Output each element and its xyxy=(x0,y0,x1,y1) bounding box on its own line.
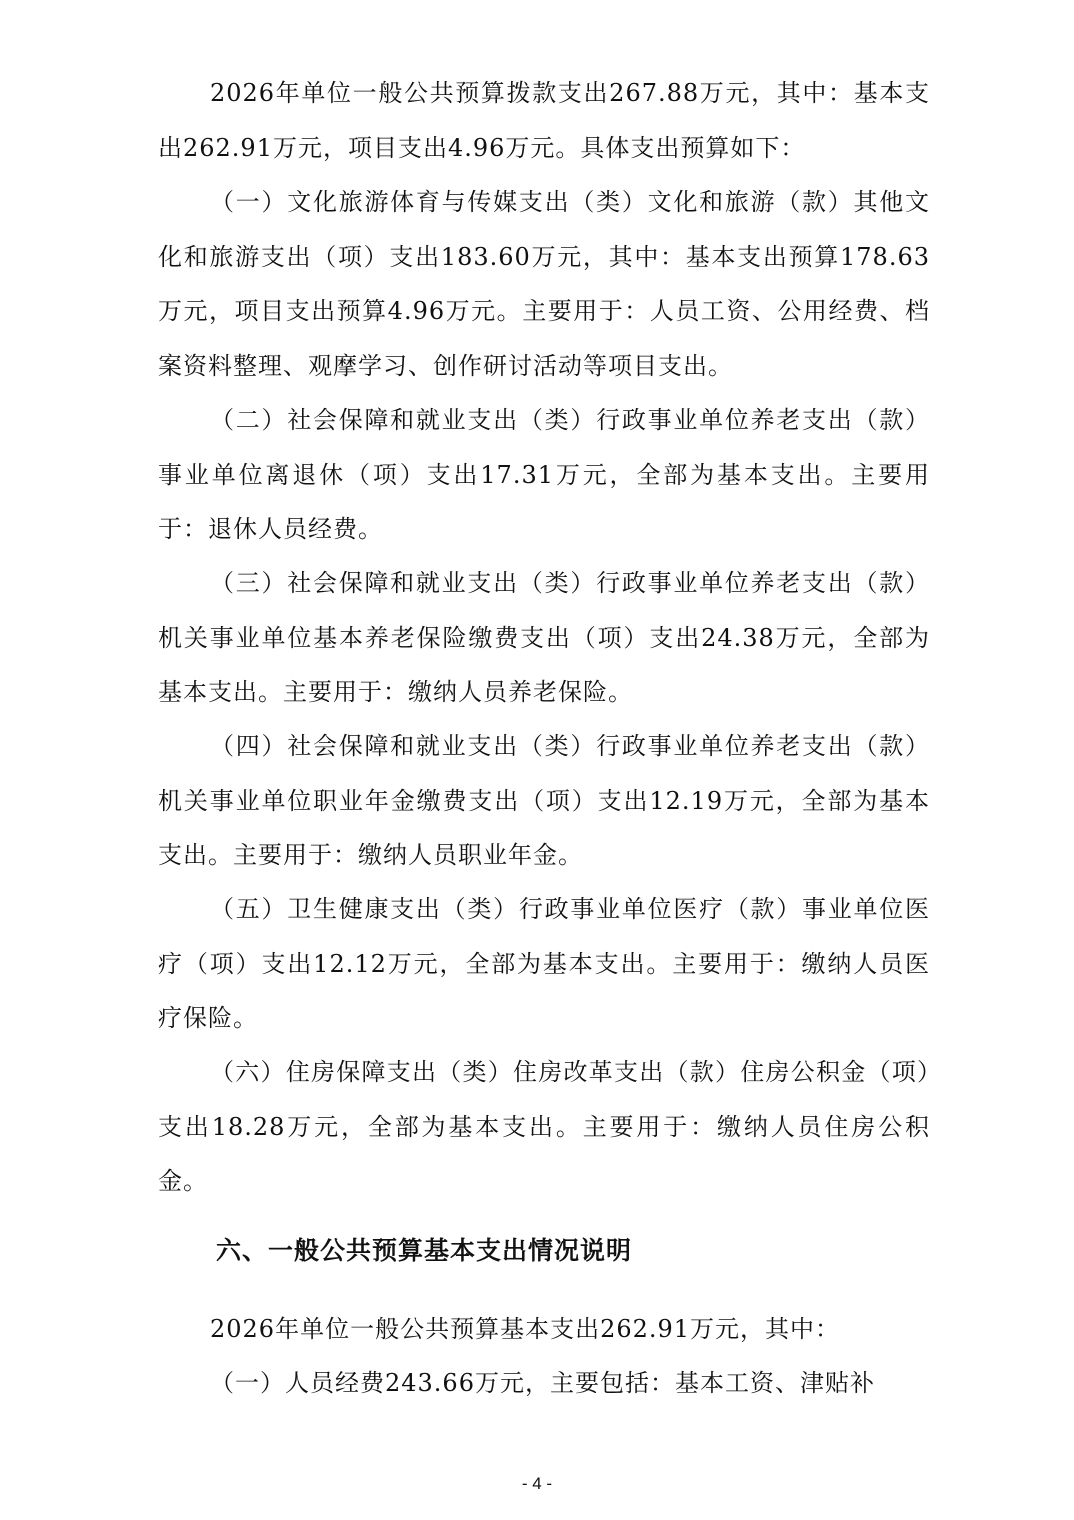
occupational-annuity-paragraph: （四）社会保障和就业支出（类）行政事业单位养老支出（款）机关事业单位职业年金缴费支出（项）支出12.19万元，全部为基本支出。主要用于：缴纳人员职业年金。 xyxy=(158,732,930,869)
page-number: - 4 - xyxy=(521,1474,553,1493)
personnel-expense-paragraph: （一）人员经费243.66万元，主要包括：基本工资、津贴补 xyxy=(210,1369,875,1397)
section-heading: 六、一般公共预算基本支出情况说明 xyxy=(216,1236,633,1265)
medical-insurance-paragraph: （五）卫生健康支出（类）行政事业单位医疗（款）事业单位医疗（项）支出12.12万元，全部为基本支出。主要用于：缴纳人员医疗保险。 xyxy=(158,895,930,1032)
retirement-expense-paragraph: （二）社会保障和就业支出（类）行政事业单位养老支出（款）事业单位离退休（项）支出17.31万元，全部为基本支出。主要用于：退休人员经费。 xyxy=(158,406,930,543)
culture-tourism-expense-paragraph: （一）文化旅游体育与传媒支出（类）文化和旅游（款）其他文化和旅游支出（项）支出183.60万元，其中：基本支出预算178.63万元，项目支出预算4.96万元。主要用于：人员工资、公用经费、档案资料整理、观摩学习、创作研讨活动等项目支出。 xyxy=(158,188,930,380)
basic-expense-summary-paragraph: 2026年单位一般公共预算基本支出262.91万元，其中： xyxy=(210,1315,841,1343)
pension-insurance-paragraph: （三）社会保障和就业支出（类）行政事业单位养老支出（款）机关事业单位基本养老保险缴费支出（项）支出24.38万元，全部为基本支出。主要用于：缴纳人员养老保险。 xyxy=(158,569,930,706)
housing-fund-paragraph: （六）住房保障支出（类）住房改革支出（款）住房公积金（项）支出18.28万元，全部为基本支出。主要用于：缴纳人员住房公积金。 xyxy=(158,1058,930,1195)
budget-summary-paragraph: 2026年单位一般公共预算拨款支出267.88万元，其中：基本支出262.91万元，项目支出4.96万元。具体支出预算如下： xyxy=(158,79,930,162)
